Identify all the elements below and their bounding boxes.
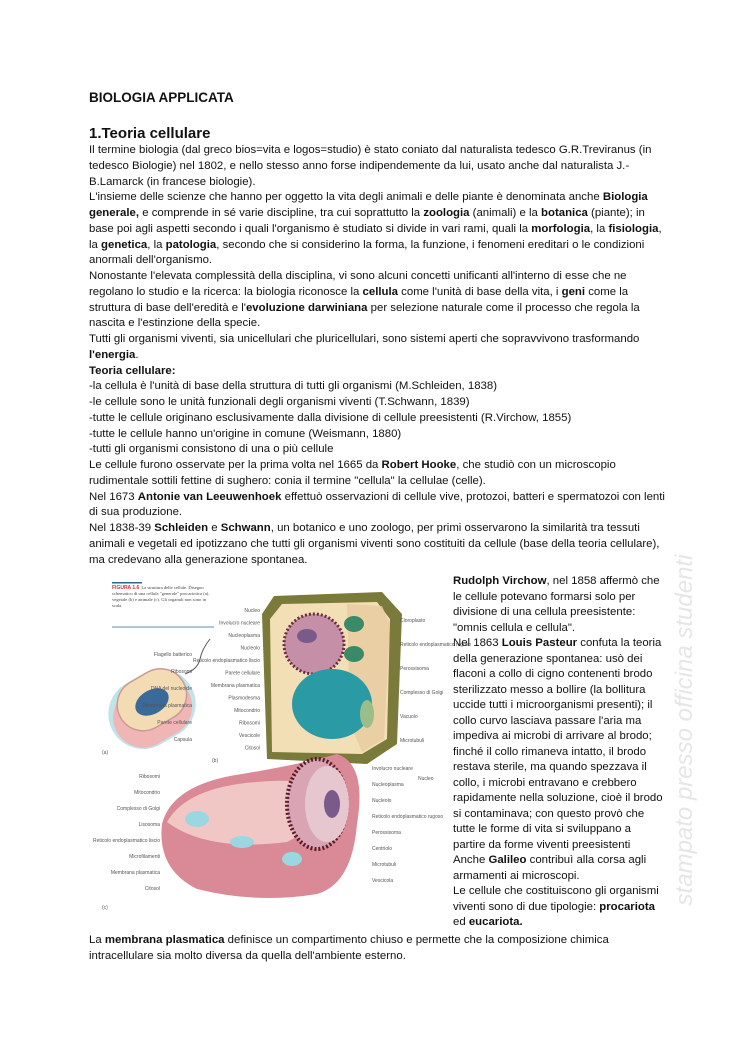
figure-label: Mitocondrio <box>134 790 160 797</box>
paragraph <box>89 269 665 332</box>
paragraph <box>453 636 663 853</box>
paragraph <box>89 332 665 364</box>
text-run: , la <box>89 222 662 251</box>
text-run: , un botanico e uno zoologo, per primi osservarono la similarità tra tessuti animali e vegetali ed ipotizzano che tutti gli organismi viventi sono costituiti da cellule (base della teoria cellulare), ma credevano alla generazione spontanea. <box>89 522 660 566</box>
bold-term: botanica <box>541 207 588 219</box>
bold-term: procariota <box>599 900 655 913</box>
figure-label: Capsula <box>173 737 192 744</box>
bold-term: l'energia <box>89 348 136 361</box>
side-text <box>453 574 663 931</box>
watermark: stampato presso officina studenti <box>671 554 698 906</box>
bold-term: Schwann <box>220 522 271 534</box>
figure-label: Ribosomi <box>239 720 260 727</box>
text-run: , nel 1858 affermò che le cellule potevano formarsi solo per divisione di una cellula preesistente: "omnis cellula e cellula". <box>453 575 660 634</box>
bold-term: zoologia <box>423 207 470 219</box>
text-run: contribuì alla corsa agli armamenti ai microscopi. <box>453 854 647 882</box>
figure-caption: La struttura delle cellule. Disegno schematico di una cellula "generale" procariotica (a), vegetale (b) e animale (c). Gli organuli non sono in scala. <box>112 585 210 609</box>
paragraph <box>89 933 665 965</box>
text-run: per selezione naturale come il processo che regola la nascita e l'estinzione della specie. <box>89 301 640 330</box>
bold-term: patologia <box>165 238 217 251</box>
paragraph <box>89 379 665 395</box>
text-run: e <box>208 522 221 534</box>
document-title: BIOLOGIA APPLICATA <box>89 90 234 105</box>
figure-label: Involucro nucleare <box>372 766 413 773</box>
text-run: -tutte le cellule hanno un'origine in comune (Weismann, 1880) <box>89 427 402 440</box>
paragraph <box>89 427 665 443</box>
text-run: Tutti gli organismi viventi, sia unicellulari che pluricellulari, sono sistemi aperti che sopravvivono trasformando <box>89 333 640 345</box>
text-run: effettuò osservazioni di cellule vive, protozoi, batteri e spermatozoi con lenti di sua produzione. <box>89 490 665 519</box>
bottom-text <box>89 933 665 965</box>
figure-label: Microtubuli <box>372 862 397 869</box>
text-run: Le cellule furono osservate per la prima volta nel 1665 da <box>89 459 382 471</box>
bold-term: membrana plasmatica <box>104 933 225 946</box>
text-run: , la <box>590 222 609 235</box>
figure-label: Mitocondrio <box>234 708 260 715</box>
figure-label: Membrana plasmatica <box>110 870 160 877</box>
text-run: confuta la teoria della generazione spontanea: usò dei flaconi a collo di cigno contenenti brodo sterilizzato messo a bollire (la bollitura uccide tutti i microorganismi presenti); il collo curvo lasciava passare l'aria ma impediva ai microbi di arrivare al brodo; finché il collo rimaneva intatto, il brodo restava sterile, ma quando spezzava il collo, i microbi entravano e crebbero rapidamente nella soluzione, cioè il brodo si contaminava; con questo provò che tutte le forme di vita si sviluppano a partire da forme viventi preesistenti <box>453 637 663 851</box>
paragraph <box>89 190 665 269</box>
text-run: -tutte le cellule originano esclusivamente dalla divisione di cellule preesistenti (R.Virchow, 1855) <box>89 411 572 424</box>
paragraph <box>89 364 665 380</box>
figure-label: Centriolo <box>372 846 393 853</box>
paragraph <box>89 442 665 458</box>
section-title: 1.Teoria cellulare <box>89 125 211 142</box>
figure-label: Nucleolo <box>372 798 392 805</box>
figure-label: Citosol <box>144 886 160 893</box>
main-text <box>89 143 665 568</box>
bold-term: Schleiden <box>154 522 209 534</box>
bold-term: eucariota. <box>468 916 523 929</box>
figure-label: Membrana plasmatica <box>142 703 192 710</box>
text-run: . <box>135 348 139 361</box>
paragraph <box>89 521 665 568</box>
text-run: Nonostante l'elevata complessità della disciplina, vi sono alcuni concetti unificanti all'interno di esse che ne regolano lo studio e la ricerca: la biologia riconosce la <box>89 270 627 298</box>
bold-term: Rudolph Virchow <box>453 575 547 588</box>
text-run: e comprende in sé varie discipline, tra cui soprattutto la <box>139 207 424 219</box>
figure-label: Ribosomi <box>171 669 192 676</box>
figure-label: Reticolo endoplasmatico rugoso <box>400 642 472 649</box>
bold-term: geni <box>561 285 586 298</box>
text-run: Il termine biologia (dal greco bios=vita e logos=studio) è stato coniato dal naturalista tedesco G.R.Treviranus (in tedesco Biologie) nel 1802, e nello stesso anno forse indipendemente da lui, usato anche dal naturalista J.-B.Lamarck (in francese biologie). <box>89 144 652 188</box>
figure-label: Parete cellulare <box>157 720 192 727</box>
text-run: , che studiò con un microscopio rudimentale sottili fettine di sughero: conia il termine "cellula" la cellulae (celle). <box>89 459 616 487</box>
paragraph <box>89 458 665 490</box>
text-run: , secondo che si considerino la forma, la funzione, i fenomeni ereditari o le condizioni anormali dell'organismo. <box>89 238 645 267</box>
text-run: Le cellule che costituiscono gli organismi viventi sono di due tipologie: <box>453 885 659 913</box>
text-run: come l'unità di base della vita, i <box>398 285 562 298</box>
text-run: come la struttura di base dell'eredità e l' <box>89 285 629 314</box>
text-run: L'insieme delle scienze che hanno per oggetto la vita degli animali e delle piante è denominata anche <box>89 191 603 204</box>
paragraph <box>453 884 663 931</box>
paragraph <box>89 411 665 427</box>
text-run: Nel 1673 <box>89 490 138 503</box>
paragraph <box>453 853 663 884</box>
figure-label: Cloroplasto <box>400 618 426 625</box>
panel-label-c: (c) <box>102 905 108 912</box>
paragraph <box>89 395 665 411</box>
bold-term: Antonie van Leeuwenhoek <box>137 490 282 503</box>
figure-caption-block <box>112 585 214 609</box>
figure-label: Vacuolo <box>400 714 418 721</box>
bold-term: morfologia <box>531 222 591 235</box>
bold-term: genetica <box>101 238 148 251</box>
text-run: ed <box>453 916 469 929</box>
figure-label: Membrana plasmatica <box>210 683 260 690</box>
paragraph <box>89 490 665 522</box>
figure-label: DNA del nucleoide <box>150 686 192 693</box>
text-run: , la <box>147 238 166 251</box>
bold-term: cellula <box>362 285 398 298</box>
paragraph <box>453 574 663 636</box>
bold-term: evoluzione darwiniana <box>245 301 368 314</box>
figure-label: Nucleo <box>418 776 434 783</box>
text-run: La <box>89 933 105 946</box>
text-run: definisce un compartimento chiuso e permette che la composizione chimica intracellulare sia molto diversa da quella dell'ambiente esterno. <box>89 933 609 962</box>
bold-term: Robert Hooke <box>381 459 457 471</box>
figure-caption-number: FIGURA 1.6 <box>112 585 140 592</box>
bold-term: Biologia generale, <box>89 191 648 219</box>
figure-label: Vescicole <box>238 733 260 740</box>
figure-label: Reticolo endoplasmatico liscio <box>93 838 160 845</box>
figure-label: Nucleolo <box>240 645 260 652</box>
plant-cell-illustration <box>262 592 402 764</box>
animal-cell-illustration <box>161 754 359 898</box>
figure-label: Plasmodesma <box>228 695 260 702</box>
figure-label: Nucleo <box>244 608 260 615</box>
figure-label: Complesso di Golgi <box>400 690 444 697</box>
figure-label: Microfilamenti <box>129 854 160 861</box>
text-run: -le cellule sono le unità funzionali degli organismi viventi (T.Schwann, 1839) <box>89 396 470 408</box>
figure-label: Perossisoma <box>400 666 429 673</box>
panel-label-a: (a) <box>102 750 109 757</box>
figure-label: Reticolo endoplasmatico liscio <box>193 658 260 665</box>
paragraph <box>89 143 665 190</box>
figure-label: Vescicola <box>372 878 394 885</box>
figure-label: Lisosoma <box>138 822 160 829</box>
figure-label: Parete cellulare <box>225 670 260 677</box>
figure-label: Reticolo endoplasmatico rugoso <box>372 814 444 821</box>
text-run: (piante); in base poi agli aspetti secondo i quali l'organismo è studiato si divide in vari rami, quali la <box>89 207 645 235</box>
figure-and-side-text <box>89 574 665 931</box>
text-run: Nel 1863 <box>453 637 502 650</box>
figure-label: Citosol <box>244 745 260 752</box>
figure-label: Nucleoplasma <box>228 633 260 640</box>
text-run: Nel 1838-39 <box>89 522 155 534</box>
bold-term: Teoria cellulare: <box>89 364 176 377</box>
text-run: -la cellula è l'unità di base della struttura di tutti gli organismi (M.Schleiden, 1838) <box>89 380 498 393</box>
bold-term: Louis Pasteur <box>501 637 578 650</box>
text-run: (animali) e la <box>469 207 542 219</box>
bold-term: fisiologia <box>608 222 659 235</box>
bold-term: Galileo <box>488 854 527 867</box>
page-content <box>89 90 665 964</box>
figure-label: Flagello batterico <box>153 652 192 659</box>
figure-label: Nucleoplasma <box>372 782 404 789</box>
figure-label: Involucro nucleare <box>219 620 260 627</box>
figure-label: Microtubuli <box>400 738 425 745</box>
figure-label: Ribosomi <box>139 774 160 781</box>
text-run: -tutti gli organismi consistono di una o più cellule <box>89 443 334 456</box>
panel-label-b: (b) <box>212 758 219 765</box>
figure-label: Perossisoma <box>372 830 401 837</box>
text-run: Anche <box>453 854 489 867</box>
figure-label: Complesso di Golgi <box>116 806 160 813</box>
